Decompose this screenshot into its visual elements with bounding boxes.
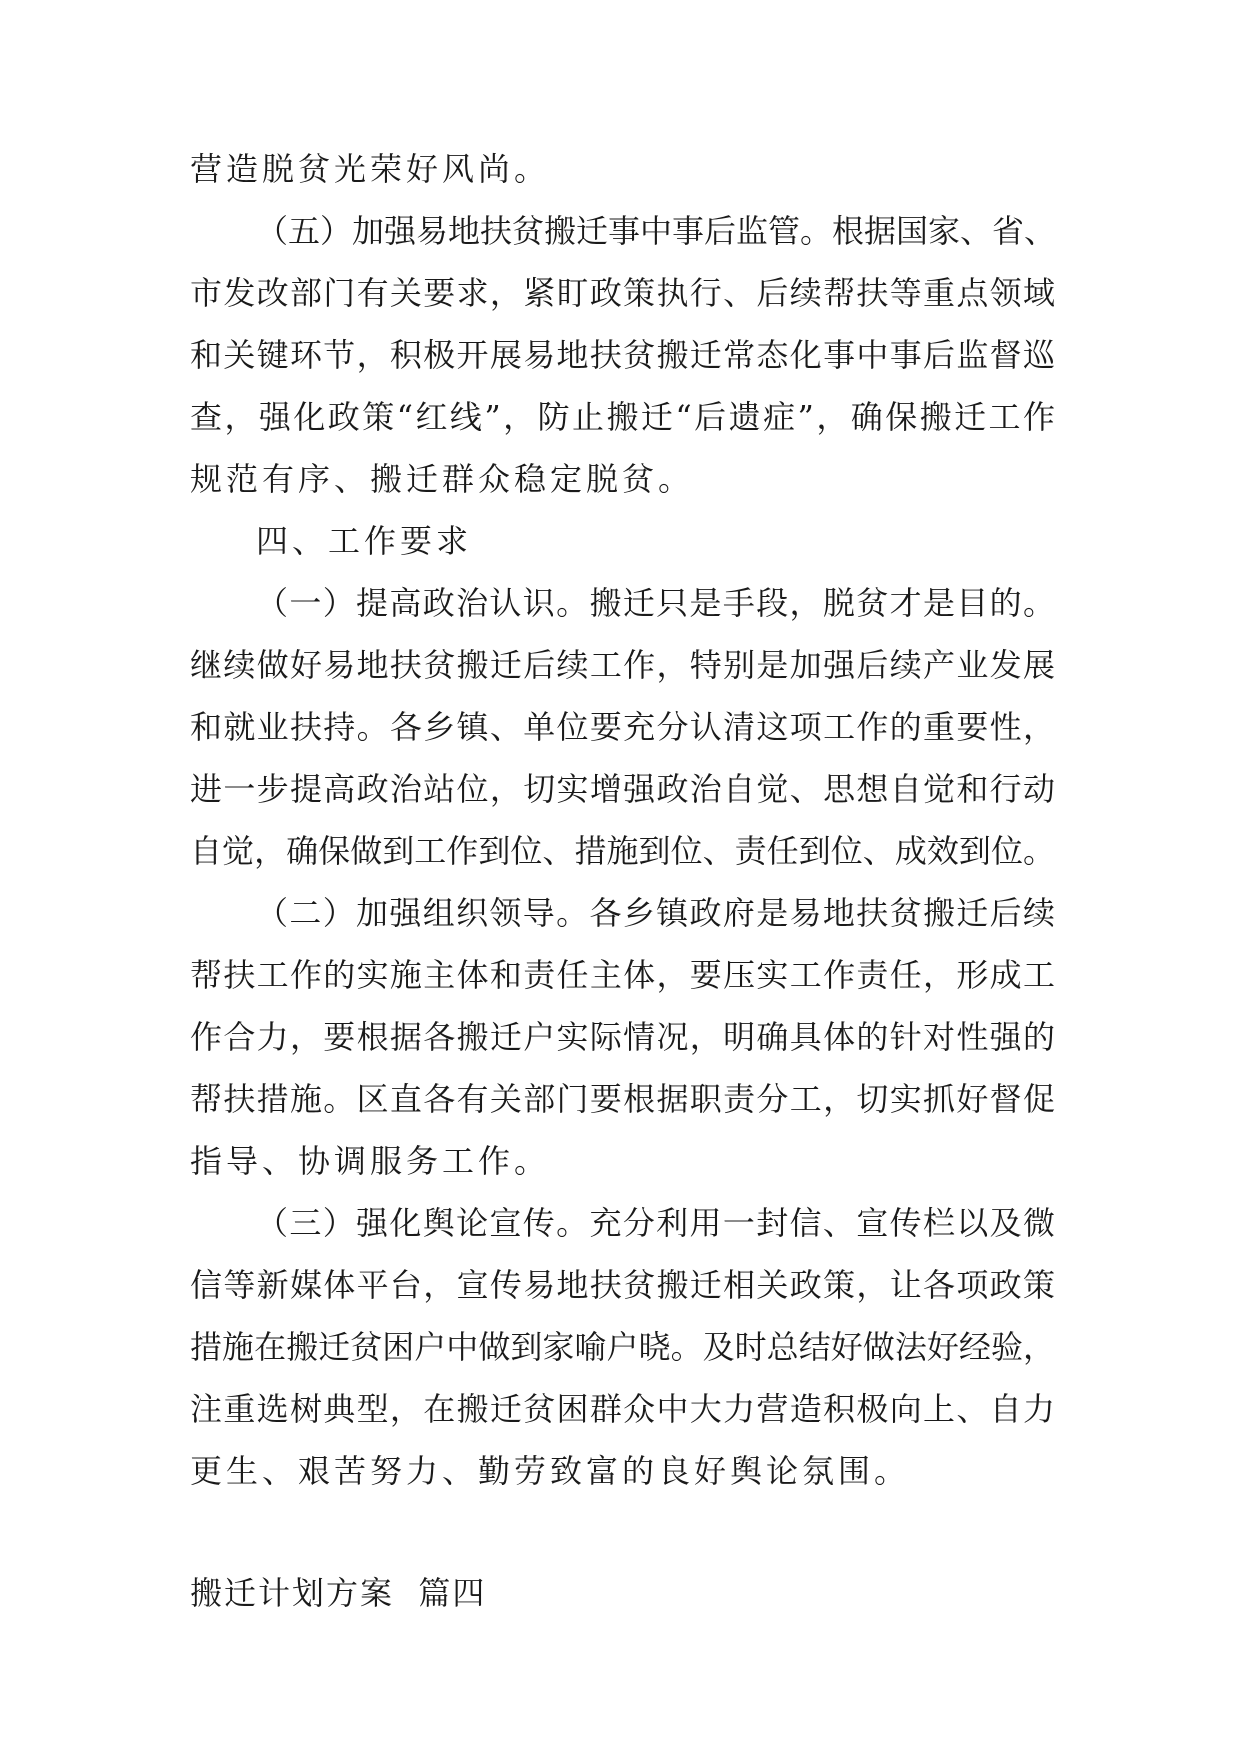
text-line: 规范有序、搬迁群众稳定脱贫。	[190, 460, 695, 498]
text-line: 更生、艰苦努力、勤劳致富的良好舆论氛围。	[190, 1452, 911, 1490]
text-line: 帮扶措施。区直各有关部门要根据职责分工，切实抓好督促	[190, 1080, 1055, 1118]
text-line: 营造脱贫光荣好风尚。	[190, 150, 551, 188]
text-line: （三）强化舆论宣传。充分利用一封信、宣传栏以及微	[256, 1204, 1055, 1242]
text-line: 和就业扶持。各乡镇、单位要充分认清这项工作的重要性，	[190, 708, 1055, 746]
text-line: 措施在搬迁贫困户中做到家喻户晓。及时总结好做法好经验，	[190, 1328, 1055, 1366]
text-line: 指导、协调服务工作。	[190, 1142, 551, 1180]
section-heading: 四、工作要求	[256, 522, 473, 560]
text-line: 注重选树典型，在搬迁贫困群众中大力营造积极向上、自力	[190, 1390, 1055, 1428]
text-line: 信等新媒体平台，宣传易地扶贫搬迁相关政策，让各项政策	[190, 1266, 1055, 1304]
text-line: 继续做好易地扶贫搬迁后续工作，特别是加强后续产业发展	[190, 646, 1055, 684]
text-line: 市发改部门有关要求，紧盯政策执行、后续帮扶等重点领域	[190, 274, 1055, 312]
text-line: （五）加强易地扶贫搬迁事中事后监管。根据国家、省、	[256, 212, 1057, 250]
text-line: 自觉，确保做到工作到位、措施到位、责任到位、成效到位。	[190, 832, 1055, 870]
text-line: （二）加强组织领导。各乡镇政府是易地扶贫搬迁后续	[256, 894, 1055, 932]
text-line: （一）提高政治认识。搬迁只是手段，脱贫才是目的。	[256, 584, 1055, 622]
text-line: 查，强化政策“红线”，防止搬迁“后遗症”，确保搬迁工作	[190, 398, 1055, 436]
text-line: 帮扶工作的实施主体和责任主体，要压实工作责任，形成工	[190, 956, 1055, 994]
text-line: 作合力，要根据各搬迁户实际情况，明确具体的针对性强的	[190, 1018, 1055, 1056]
text-line: 进一步提高政治站位，切实增强政治自觉、思想自觉和行动	[190, 770, 1055, 808]
chapter-title: 搬迁计划方案 篇四	[190, 1574, 487, 1612]
text-line: 和关键环节，积极开展易地扶贫搬迁常态化事中事后监督巡	[190, 336, 1055, 374]
